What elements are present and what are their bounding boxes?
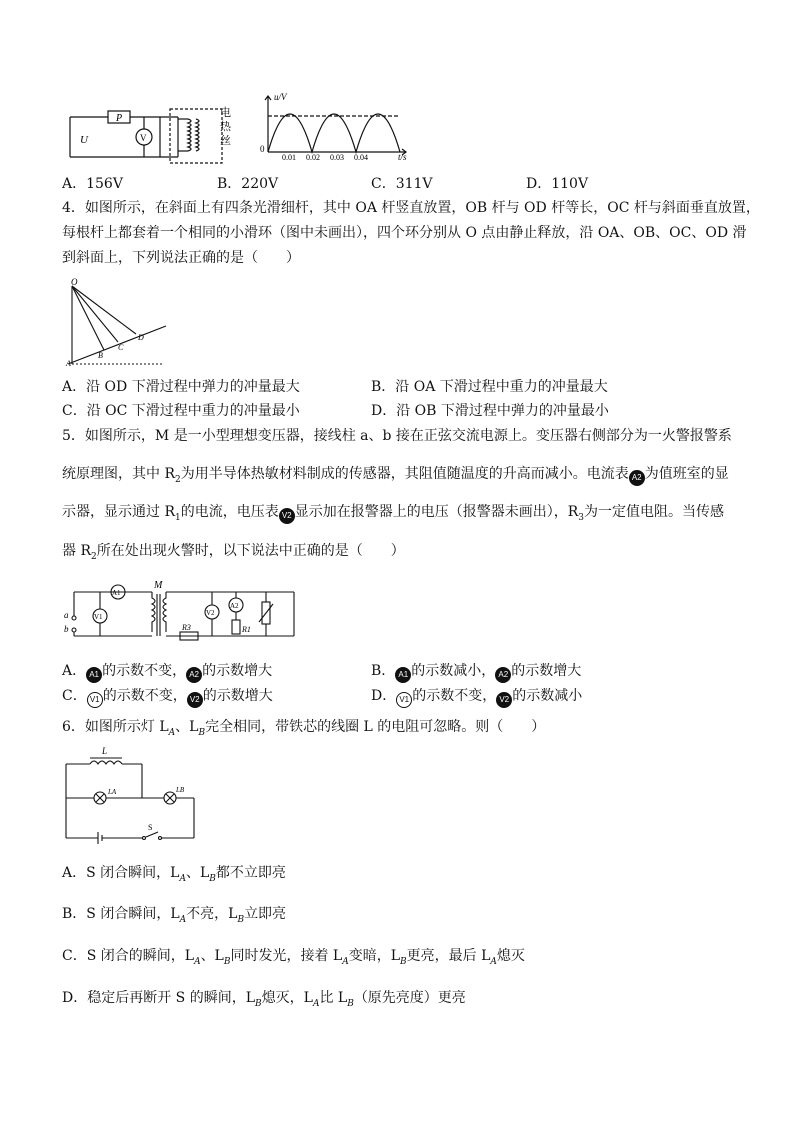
q5-option-a: A． A1 的示数不变， A2 的示数增大 — [62, 662, 272, 683]
ammeter-a2-icon: A2 — [629, 470, 645, 486]
q4-option-c: C．沿 OC 下滑过程中重力的冲量最小 — [62, 403, 300, 419]
graph-ylabel: u/V — [274, 92, 287, 102]
q3-option-a: A．156V — [62, 176, 123, 192]
label-lb: LB — [176, 786, 185, 794]
q5-stem-line3: 示器，显示通过 $R_1$的电流，电压表 V2 显示加在报警器上的电压（报警器未画出），$R_3$为一定值电阻。当传感 — [62, 504, 725, 523]
q5-stem-line1: 5．如图所示，M 是一小型理想变压器，接线柱 a、b 接在正弦交流电源上。变压器右侧部分为一火警报警系 — [62, 428, 732, 444]
q6-stem: 6．如图所示灯 $L_A$、$L_B$完全相同，带铁芯的线圈 L 的电阻可忽略。则（ ） — [62, 719, 546, 738]
ammeter-a2-icon: A2 — [495, 667, 511, 683]
q4-stem-line3: 到斜面上，下列说法正确的是（ ） — [62, 250, 300, 266]
label-r3: R3 — [182, 623, 191, 632]
q6-option-b: B．S 闭合瞬间，$L_A$不亮，$L_B$立即亮 — [62, 906, 287, 925]
label-u: U — [80, 134, 88, 146]
fig-label-o: O — [71, 277, 78, 287]
q5-circuit — [62, 578, 302, 650]
q5-stem-line4: 器 $R_2$所在处出现火警时，以下说法中正确的是（ ） — [62, 543, 405, 562]
label-s: S — [148, 823, 153, 832]
label-a2: A2 — [230, 602, 239, 610]
label-r1: R1 — [242, 625, 251, 634]
fig-label-a: A — [66, 359, 71, 368]
q6-option-d: D．稳定后再断开 S 的瞬间，$L_B$熄灭，$L_A$比 $L_B$（原先亮度）更亮 — [62, 990, 466, 1009]
ammeter-a1-icon: A1 — [86, 667, 102, 683]
graph-tick: 0.02 — [306, 153, 320, 162]
fig1-graph — [258, 90, 418, 162]
graph-origin: 0 — [260, 144, 265, 154]
voltmeter-v2-icon: V2 — [187, 692, 203, 708]
ammeter-a2-icon: A2 — [186, 667, 202, 683]
q6-circuit — [62, 746, 202, 846]
voltmeter-v2-icon: V2 — [279, 508, 295, 524]
q5-option-d: D． V1 的示数不变， V2 的示数减小 — [371, 687, 582, 708]
q5-stem-line2: 统原理图，其中 $R_2$为用半导体热敏材料制成的传感器，其阻值随温度的升高而减小。电流表 A2 为值班室的显 — [62, 466, 729, 485]
graph-xlabel: t/s — [398, 152, 407, 162]
q5-option-c: C． V1 的示数不变， V2 的示数增大 — [62, 687, 273, 708]
graph-tick: 0.03 — [330, 153, 344, 162]
voltmeter-v1-icon: V1 — [396, 692, 412, 708]
label-l: L — [102, 746, 108, 756]
label-b: b — [64, 624, 69, 634]
q6-option-a: A．S 闭合瞬间，$L_A$、$L_B$都不立即亮 — [62, 865, 286, 884]
q3-option-c: C．311V — [371, 176, 433, 192]
q3-option-d: D．110V — [526, 176, 589, 192]
heater-label: 电热丝 — [220, 106, 231, 147]
voltmeter-v2-icon: V2 — [496, 692, 512, 708]
q4-figure — [62, 276, 172, 368]
fig-label-c: C — [118, 343, 124, 352]
label-v2: V2 — [206, 609, 215, 617]
q6-option-c: C．S 闭合的瞬间，$L_A$、$L_B$同时发光，接着 $L_A$变暗，$L_B$更亮，最后 $L_A$熄灭 — [62, 948, 525, 967]
q4-stem-line2: 每根杆上都套着一个相同的小滑环（图中未画出），四个环分别从 O 点由静止释放，沿 OA、OB、OC、OD 滑 — [62, 225, 747, 241]
label-p: P — [116, 113, 123, 124]
q3-option-b: B．220V — [217, 176, 279, 192]
graph-tick: 0.01 — [282, 153, 296, 162]
fig-label-b: B — [98, 351, 103, 360]
fig-label-d: D — [138, 333, 144, 342]
label-v: V — [140, 133, 147, 143]
q4-option-a: A．沿 OD 下滑过程中弹力的冲量最大 — [62, 379, 300, 395]
q4-option-d: D．沿 OB 下滑过程中弹力的冲量最小 — [371, 403, 609, 419]
q4-option-b: B．沿 OA 下滑过程中重力的冲量最大 — [371, 379, 608, 395]
q4-stem-line1: 4．如图所示，在斜面上有四条光滑细杆，其中 OA 杆竖直放置，OB 杆与 OD 杆等长，OC 杆与斜面垂直放置， — [62, 200, 760, 216]
label-la: LA — [108, 788, 117, 796]
q5-option-b: B． A1 的示数减小， A2 的示数增大 — [371, 662, 581, 683]
ammeter-a1-icon: A1 — [395, 667, 411, 683]
label-a: a — [64, 610, 69, 620]
label-a1: A1 — [112, 589, 121, 597]
graph-tick: 0.04 — [354, 153, 368, 162]
voltmeter-v1-icon: V1 — [87, 692, 103, 708]
label-v1: V1 — [94, 613, 103, 621]
label-m: M — [154, 580, 163, 591]
